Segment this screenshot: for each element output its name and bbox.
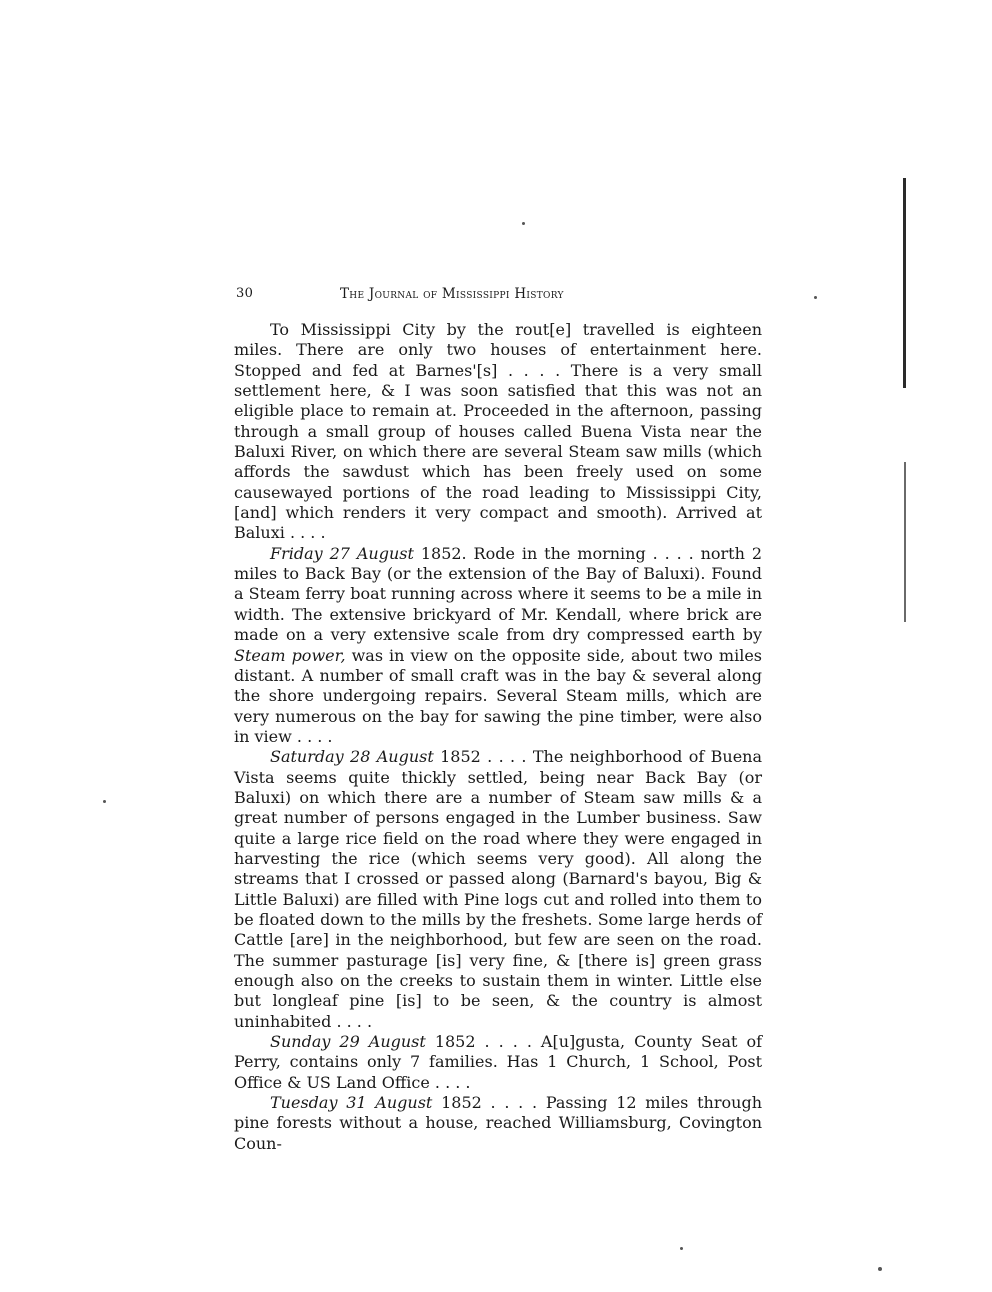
- scan-speck: [878, 1267, 882, 1271]
- scan-speck: [814, 296, 817, 299]
- entry-date: Friday 27 August: [270, 543, 414, 563]
- paragraph-text: To Mississippi City by the rout[e] travelled is eighteen miles. There are only two houses of entertainment here. Stopped and fed at Barnes'[s] . . . . There is a very small settlement here, & I was soon satisfied that this was not an eligible place to remain at. Proceeded in the afternoon, passing through a small group of houses called Buena Vista near the Baluxi River, on which there are several Steam saw mills (which affords the sawdust which has been freely used on some causewayed portions of the road leading to Mississippi City, [and] which renders it very compact and smooth). Arrived at Baluxi . . . .: [234, 320, 762, 543]
- paragraph-friday-27-august: [234, 544, 762, 747]
- paragraph-text: 1852. Rode in the morning . . . . north 2 miles to Back Bay (or the extension of the Bay of Baluxi). Found a Steam ferry boat running across where it seems to be a mile in width. The extensive brickyard of Mr. Kendall, where brick are made on a very extensive scale from dry compressed earth by: [234, 543, 763, 645]
- paragraph-mississippi-city: [234, 320, 762, 544]
- paragraph-text: 1852 . . . . The neighborhood of Buena Vista seems quite thickly settled, being near Back Bay (or Baluxi) on which there are a number of Steam saw mills & a great number of persons engaged in the Lumber business. Saw quite a large rice field on the road where they were engaged in harvesting the rice (which seems very good). All along the streams that I crossed or passed along (Barnard's bayou, Big & Little Baluxi) are filled with Pine logs cut and rolled into them to be floated down to the mills by the freshets. Some large herds of Cattle [are] in the neighborhood, but few are seen on the road. The summer pasturage [is] very fine, & [there is] green grass enough also on the creeks to sustain them in winter. Little else but longleaf pine [is] to be seen, & the country is almost uninhabited . . . .: [234, 747, 763, 1031]
- scan-speck: [522, 222, 525, 225]
- scan-edge-mark: [903, 178, 906, 388]
- entry-date: Saturday 28 August: [270, 747, 434, 767]
- entry-date: Tuesday 31 August: [270, 1093, 433, 1113]
- journal-text: [234, 320, 762, 1154]
- paragraph-saturday-28-august: [234, 747, 762, 1032]
- scan-speck: [103, 800, 106, 803]
- scan-edge-mark: [904, 462, 906, 622]
- page-number: 30: [236, 286, 254, 301]
- entry-date: Sunday 29 August: [270, 1032, 426, 1052]
- page-header: [236, 286, 762, 308]
- paragraph-text: 1852 . . . . Passing 12 miles through pine forests without a house, reached Williamsburg, Covington Coun-: [234, 1093, 762, 1153]
- paragraph-tuesday-31-august: [234, 1093, 762, 1154]
- paragraph-text: 1852 . . . . A[u]gusta, County Seat of Perry, contains only 7 families. Has 1 Church, 1 School, Post Office & US Land Office . . . .: [234, 1032, 762, 1092]
- emphasis-text: Steam power,: [234, 645, 346, 665]
- running-head: The Journal of Mississippi History: [340, 286, 564, 302]
- paragraph-text-continued: was in view on the opposite side, about two miles distant. A number of small craft was in the bay & several along the shore undergoing repairs. Several Steam mills, which are very numerous on the bay for sawing the pine timber, were also in view . . . .: [234, 645, 763, 746]
- paragraph-sunday-29-august: [234, 1032, 762, 1093]
- scan-speck: [680, 1247, 683, 1250]
